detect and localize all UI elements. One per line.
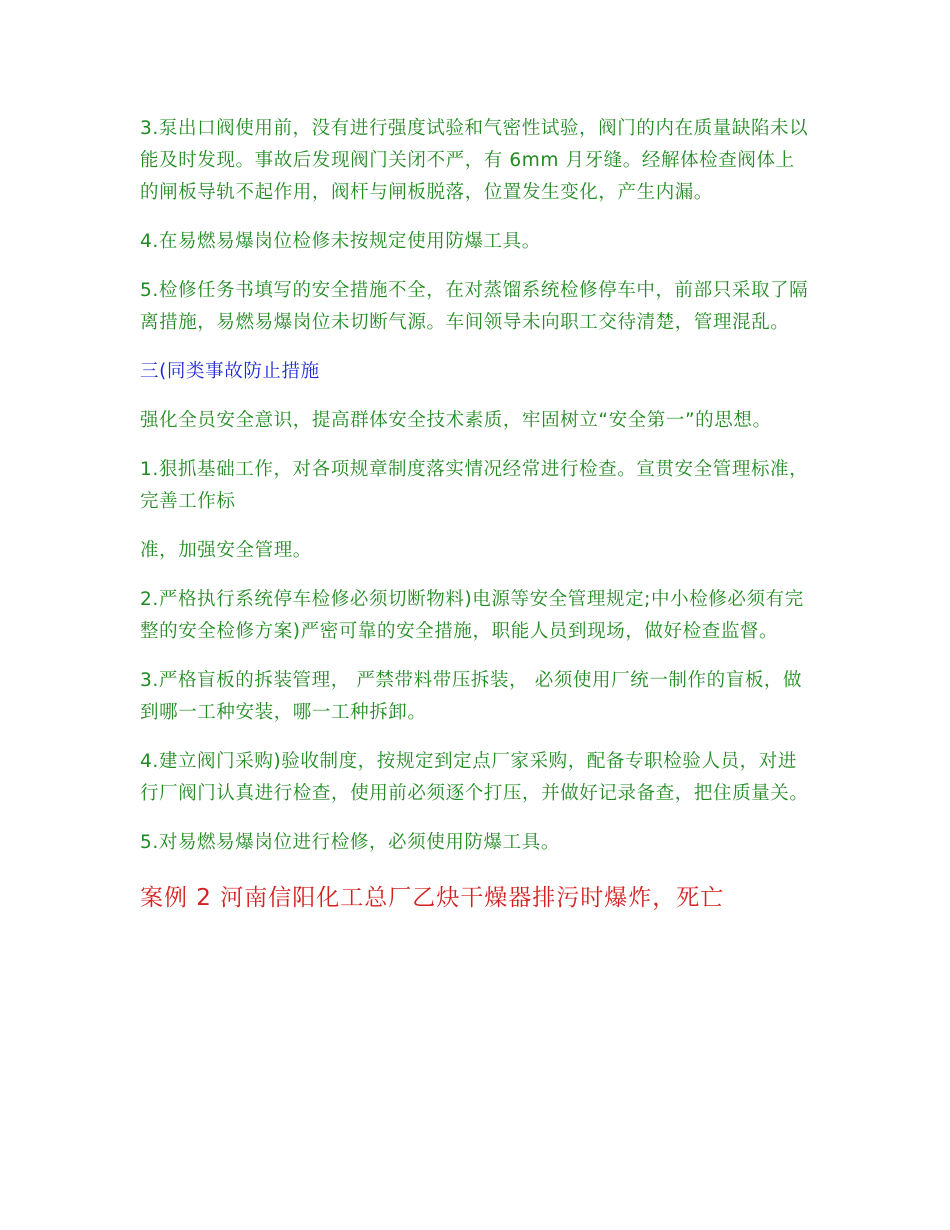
paragraph-cause-3: 3.泵出口阀使用前，没有进行强度试验和气密性试验，阀门的内在质量缺陷未以能及时发现。事故后发现阀门关闭不严，有 6mm 月牙缝。经解体检查阀体上的闸板导轨不起作用，阀杆与闸板脱落，位置发生变化，产生内漏。 xyxy=(140,118,809,203)
paragraph-measure-intro: 强化全员安全意识，提高群体安全技术素质，牢固树立“安全第一”的思想。 xyxy=(140,410,772,431)
paragraph-measure-2: 2.严格执行系统停车检修必须切断物料)电源等安全管理规定;中小检修必须有完整的安全检修方案)严密可靠的安全措施，职能人员到现场，做好检查监督。 xyxy=(140,589,804,642)
paragraph-measure-4: 4.建立阀门采购)验收制度，按规定到定点厂家采购，配备专职检验人员，对进行厂阀门认真进行检查，使用前必须逐个打压，并做好记录备查，把住质量关。 xyxy=(140,751,809,804)
section-heading: 三(同类事故防止措施 xyxy=(140,361,320,382)
case-title: 案例 2 河南信阳化工总厂乙炔干燥器排污时爆炸，死亡 xyxy=(140,885,725,911)
paragraph-cause-4: 4.在易燃易爆岗位检修未按规定使用防爆工具。 xyxy=(140,231,541,252)
paragraph-measure-3: 3.严格盲板的拆装管理， 严禁带料带压拆装， 必须使用厂统一制作的盲板，做到哪一工种安装，哪一工种拆卸。 xyxy=(140,670,803,723)
paragraph-measure-1-cont: 准，加强安全管理。 xyxy=(140,540,312,561)
paragraph-measure-5: 5.对易燃易爆岗位进行检修，必须使用防爆工具。 xyxy=(140,832,560,853)
paragraph-cause-5: 5.检修任务书填写的安全措施不全，在对蒸馏系统检修停车中，前部只采取了隔离措施，易燃易爆岗位未切断气源。车间领导未向职工交待清楚，管理混乱。 xyxy=(140,280,809,333)
document-body xyxy=(140,113,812,915)
paragraph-measure-1: 1.狠抓基础工作，对各项规章制度落实情况经常进行检查。宣贯安全管理标准，完善工作标 xyxy=(140,459,809,512)
